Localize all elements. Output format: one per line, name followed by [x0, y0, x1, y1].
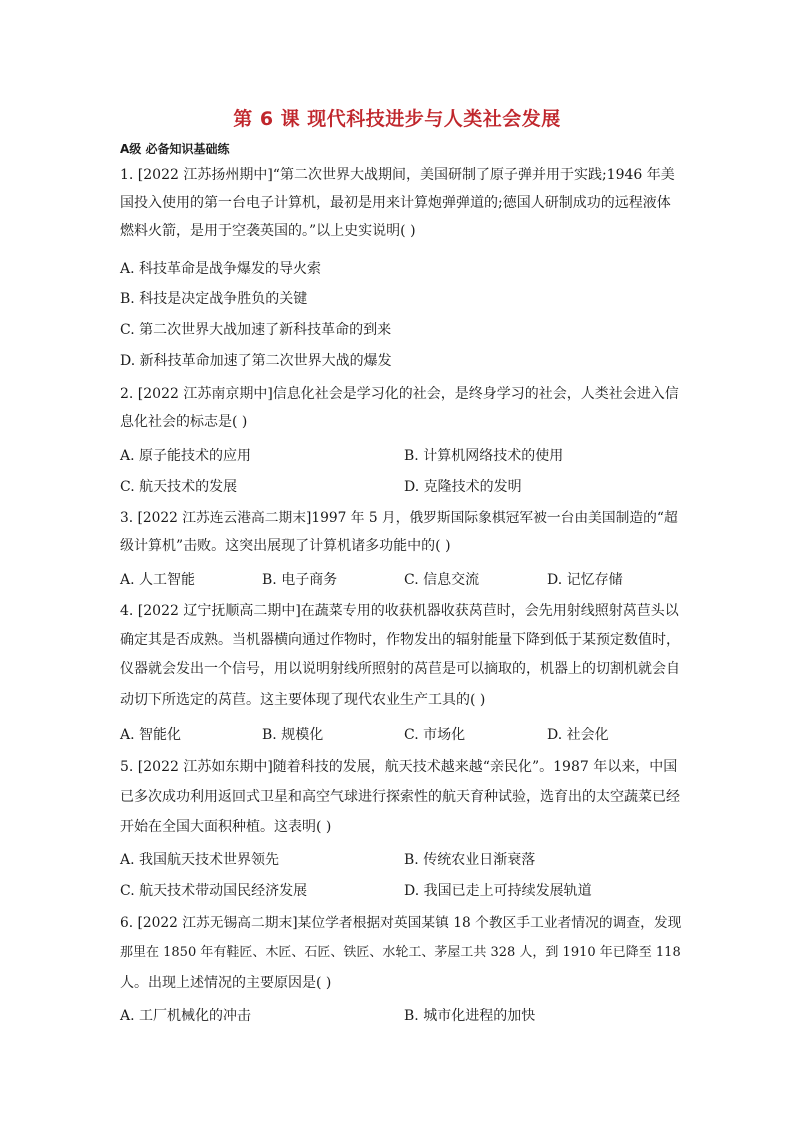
q4-line-4: 动切下所选定的莴苣。这主要体现了现代农业生产工具的( ): [120, 692, 486, 708]
q4-line-3: 仪器就会发出一个信号，用以说明射线所照射的莴苣是可以摘取的，机器上的切割机就会自: [120, 661, 680, 677]
q3-option-c: C. 信息交流: [404, 572, 480, 588]
q2-option-c: C. 航天技术的发展: [120, 479, 238, 495]
q2-line-2: 息化社会的标志是( ): [120, 414, 248, 430]
q5-line-2: 已多次成功利用返回式卫星和高空气球进行探索性的航天育种试验，选育出的太空蔬菜已经: [120, 789, 680, 805]
q2-option-d: D. 克隆技术的发明: [404, 479, 522, 495]
q2-option-a: A. 原子能技术的应用: [120, 448, 252, 464]
q3-option-b: B. 电子商务: [262, 572, 338, 588]
q2-line-1: 2. [2022 江苏南京期中]信息化社会是学习化的社会，是终身学习的社会，人类社会进入信: [120, 386, 679, 402]
q4-line-2: 确定其是否成熟。当机器横向通过作物时，作物发出的辐射能量下降到低于某预定数值时，: [120, 632, 680, 648]
q3-option-a: A. 人工智能: [120, 572, 196, 588]
q1-line-3: 燃料火箭，是用于空袭英国的。”以上史实说明( ): [120, 223, 416, 239]
q6-option-b: B. 城市化进程的加快: [404, 1008, 536, 1024]
q1-line-2: 国投入使用的第一台电子计算机，最初是用来计算炮弹弹道的;德国人研制成功的远程液体: [120, 195, 671, 211]
section-heading: A级 必备知识基础练: [120, 142, 230, 156]
q5-option-d: D. 我国已走上可持续发展轨道: [404, 883, 592, 899]
q1-option-a: A. 科技革命是战争爆发的导火索: [120, 261, 322, 277]
q4-option-d: D. 社会化: [547, 727, 609, 743]
q6-line-1: 6. [2022 江苏无锡高二期末]某位学者根据对英国某镇 18 个教区手工业者情况的调查，发现: [120, 915, 682, 931]
q5-line-1: 5. [2022 江苏如东期中]随着科技的发展，航天技术越来越“亲民化”。1987 年以来，中国: [120, 759, 678, 775]
q5-option-b: B. 传统农业日渐衰落: [404, 852, 536, 868]
q5-option-a: A. 我国航天技术世界领先: [120, 852, 280, 868]
q3-option-d: D. 记忆存储: [547, 572, 623, 588]
q5-option-c: C. 航天技术带动国民经济发展: [120, 883, 308, 899]
q3-line-1: 3. [2022 江苏连云港高二期末]1997 年 5 月，俄罗斯国际象棋冠军被一台由美国制造的“超: [120, 510, 678, 526]
q6-line-2: 那里在 1850 年有鞋匠、木匠、石匠、铁匠、水轮工、茅屋工共 328 人，到 1910 年已降至 118: [120, 945, 681, 960]
q1-line-1: 1. [2022 江苏扬州期中]“第二次世界大战期间，美国研制了原子弹并用于实践;1946 年美: [120, 167, 675, 183]
q4-option-b: B. 规模化: [262, 727, 324, 743]
q4-line-1: 4. [2022 辽宁抚顺高二期中]在蔬菜专用的收获机器收获莴苣时，会先用射线照射莴苣头以: [120, 603, 679, 619]
q6-line-3: 人。出现上述情况的主要原因是( ): [120, 975, 332, 991]
q4-option-a: A. 智能化: [120, 727, 182, 743]
q2-option-b: B. 计算机网络技术的使用: [404, 448, 564, 464]
q3-line-2: 级计算机”击败。这突出展现了计算机诸多功能中的( ): [120, 538, 451, 554]
q1-option-b: B. 科技是决定战争胜负的关键: [120, 291, 308, 307]
lesson-title: 第 6 课 现代科技进步与人类社会发展: [233, 108, 561, 130]
q6-option-a: A. 工厂机械化的冲击: [120, 1008, 252, 1024]
q4-option-c: C. 市场化: [404, 727, 466, 743]
q1-option-d: D. 新科技革命加速了第二次世界大战的爆发: [120, 353, 392, 369]
q5-line-3: 开始在全国大面积种植。这表明( ): [120, 819, 332, 835]
q1-option-c: C. 第二次世界大战加速了新科技革命的到来: [120, 322, 392, 338]
